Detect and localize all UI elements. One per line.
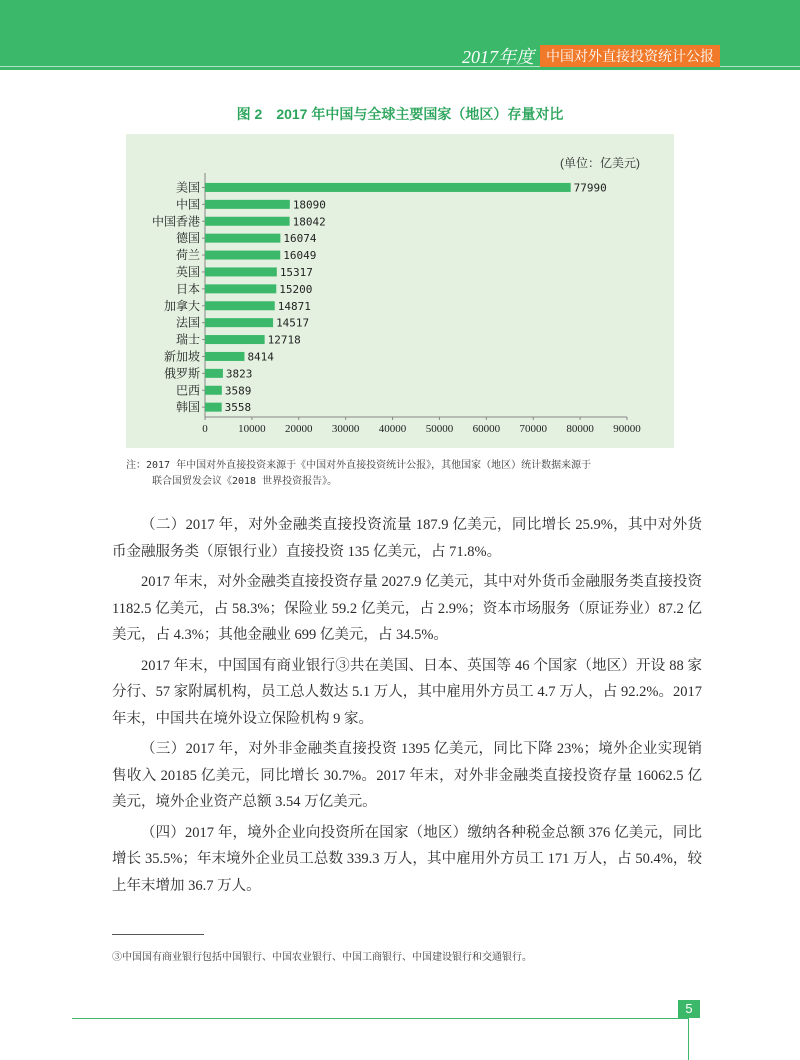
footnote-rule <box>112 934 204 935</box>
category-label: 英国 <box>175 264 200 279</box>
bar <box>205 183 571 192</box>
header-tag: 中国对外直接投资统计公报 <box>540 45 720 67</box>
value-label: 3823 <box>225 367 253 381</box>
paragraph: 2017 年末，中国国有商业银行③共在美国、日本、英国等 46 个国家（地区）开设 88 家分行、57 家附属机构，员工总人数达 5.1 万人，其中雇用外方员工 4.7 万人，占 92.2%。2017 年末，中国共在境外设立保险机构 9 家。 <box>112 657 702 727</box>
category-label: 中国 <box>175 197 200 212</box>
x-tick-label: 10000 <box>238 423 266 435</box>
bar <box>205 284 276 293</box>
footnote: ③中国国有商业银行包括中国银行、中国农业银行、中国工商银行、中国建设银行和交通银行。 <box>112 952 532 963</box>
paragraph: （二）2017 年，对外金融类直接投资流量 187.9 亿美元，同比增长 25.9%，其中对外货币金融服务类（原银行业）直接投资 135 亿美元，占 71.8%。 <box>112 517 702 560</box>
x-tick-label: 0 <box>202 423 208 435</box>
category-label: 荷兰 <box>175 248 200 263</box>
chart-panel <box>126 134 674 448</box>
category-label: 加拿大 <box>163 298 200 313</box>
bar <box>205 267 277 276</box>
header-year: 2017年度 <box>462 47 534 67</box>
value-label: 8414 <box>247 350 274 364</box>
paragraph: （三）2017 年，对外非金融类直接投资 1395 亿美元，同比下降 23%；境外企业实现销售收入 20185 亿美元，同比增长 30.7%。2017 年末，对外非金融类直接投资存量 16062.5 亿美元，境外企业资产总额 3.54 万亿美元。 <box>112 741 702 810</box>
paragraph: 2017 年末，对外金融类直接投资存量 2027.9 亿美元，其中对外货币金融服务类直接投资 1182.5 亿美元，占 58.3%；保险业 59.2 亿美元，占 2.9%；资本市场服务（原证券业）87.2 亿美元，占 4.3%；其他金融业 699 亿美元，占 34.5%。 <box>112 574 702 643</box>
page-header <box>0 0 800 70</box>
x-tick-label: 60000 <box>472 423 501 435</box>
value-label: 18090 <box>292 198 326 212</box>
note-line-2: 联合国贸发会议《2018 世界投资报告》。 <box>152 476 338 487</box>
category-label: 新加坡 <box>163 349 200 364</box>
bar <box>205 200 290 209</box>
paragraph: （四）2017 年，境外企业向投资所在国家（地区）缴纳各种税金总额 376 亿美元，同比增长 35.5%；年末境外企业员工总数 339.3 万人，其中雇用外方员工 171 万人，占 50.4%，较上年末增加 36.7 万人。 <box>112 824 702 894</box>
page-number-rule <box>688 1018 689 1060</box>
x-tick-label: 40000 <box>378 423 407 435</box>
page-number: 5 <box>678 1000 700 1018</box>
bar <box>205 301 275 310</box>
value-label: 15317 <box>279 265 313 279</box>
value-label: 3589 <box>224 384 252 398</box>
chart-note <box>126 458 686 490</box>
bar <box>205 234 280 243</box>
value-label: 12718 <box>267 333 301 347</box>
header-title <box>462 45 720 67</box>
category-label: 日本 <box>175 281 200 296</box>
x-tick-label: 90000 <box>613 423 641 435</box>
category-label: 德国 <box>175 231 200 246</box>
category-label: 美国 <box>175 180 200 195</box>
value-label: 14517 <box>276 316 310 330</box>
x-tick-label: 70000 <box>519 423 547 435</box>
bar <box>205 318 273 327</box>
category-label: 俄罗斯 <box>163 366 200 381</box>
bar-chart <box>126 134 674 448</box>
bar <box>205 251 280 260</box>
value-label: 18042 <box>292 215 326 229</box>
value-label: 15200 <box>279 282 313 296</box>
x-tick-label: 30000 <box>331 423 360 435</box>
bar <box>205 386 222 395</box>
category-label: 韩国 <box>175 400 200 415</box>
x-tick-label: 20000 <box>285 423 313 435</box>
category-label: 巴西 <box>175 383 200 398</box>
unit-label: (单位：亿美元) <box>560 156 640 170</box>
value-label: 14871 <box>277 299 311 313</box>
body-text <box>112 512 702 903</box>
x-tick-label: 80000 <box>566 423 594 435</box>
bar <box>205 369 223 378</box>
note-line-1: 注：2017 年中国对外直接投资来源于《中国对外直接投资统计公报》，其他国家（地区）统计数据来源于 <box>126 460 592 471</box>
figure-title: 图 2 2017 年中国与全球主要国家（地区）存量对比 <box>236 106 564 122</box>
value-label: 16049 <box>283 249 317 263</box>
bar <box>205 352 244 361</box>
footer-rule <box>72 1018 688 1019</box>
x-tick-label: 50000 <box>425 423 454 435</box>
value-label: 3558 <box>224 401 252 415</box>
category-label: 瑞士 <box>175 332 200 347</box>
value-label: 77990 <box>573 181 607 195</box>
value-label: 16074 <box>283 232 317 246</box>
bar <box>205 403 222 412</box>
bar <box>205 335 265 344</box>
category-label: 法国 <box>175 315 200 330</box>
bar <box>205 217 290 226</box>
category-label: 中国香港 <box>151 214 200 229</box>
